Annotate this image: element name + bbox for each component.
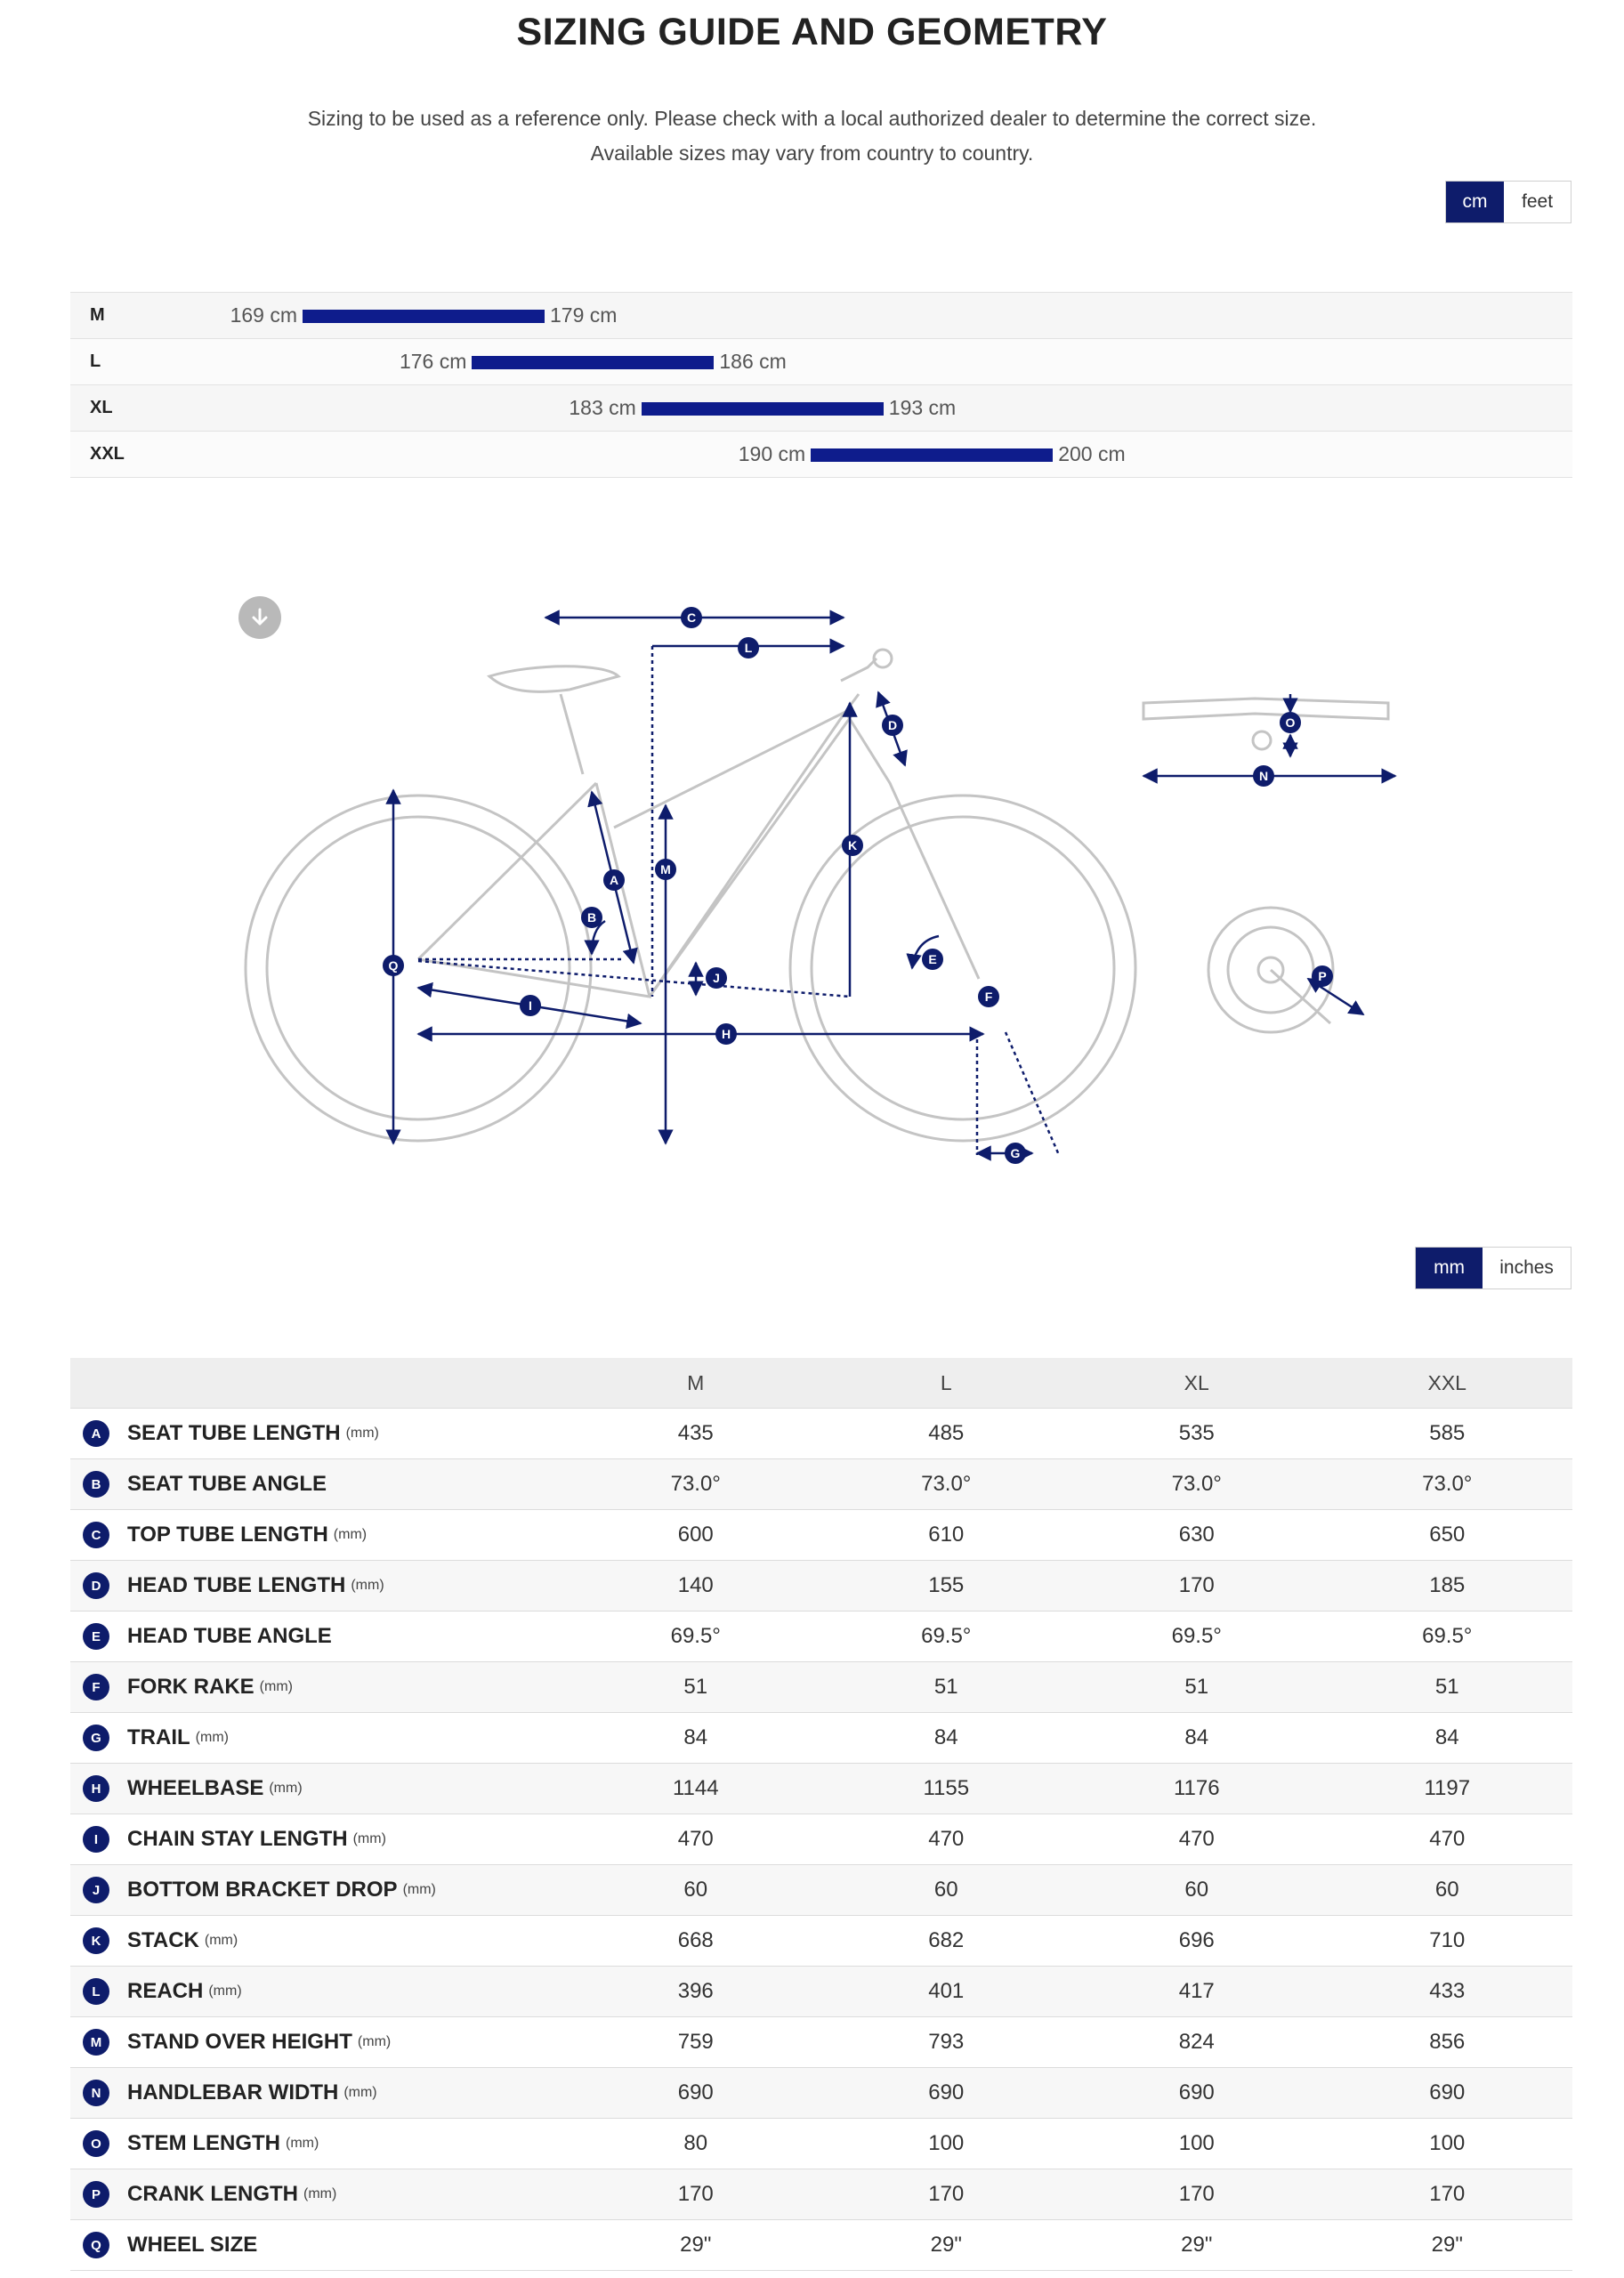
parameter-badge: M [83, 2029, 109, 2056]
parameter-name: STEM LENGTH [127, 2131, 280, 2155]
subtitle-line-2: Available sizes may vary from country to country. [590, 141, 1034, 165]
rider-height-chart [70, 292, 1572, 478]
parameter-unit: (mm) [333, 1527, 368, 1542]
table-cell: 140 [570, 1561, 821, 1612]
table-cell: 69.5° [570, 1612, 821, 1662]
table-cell: 435 [570, 1409, 821, 1459]
column-header: M [570, 1358, 821, 1409]
parameter-name: FORK RAKE [127, 1675, 255, 1699]
length-unit-toggle [1415, 1247, 1571, 1289]
table-cell: 73.0° [821, 1459, 1072, 1510]
table-cell: 690 [1322, 2068, 1573, 2119]
table-cell: 710 [1322, 1916, 1573, 1967]
parameter-name: HEAD TUBE LENGTH [127, 1573, 346, 1597]
feet-unit-button[interactable]: feet [1504, 182, 1571, 222]
table-cell: 29" [1322, 2220, 1573, 2271]
table-row [70, 1916, 1572, 1967]
diagram-badge-H [715, 1023, 737, 1045]
page-title: SIZING GUIDE AND GEOMETRY [516, 11, 1108, 53]
parameter-badge: E [83, 1623, 109, 1650]
table-cell: 824 [1071, 2017, 1322, 2068]
table-cell: 84 [1071, 1713, 1322, 1764]
parameter-unit: (mm) [357, 2034, 392, 2049]
table-cell: 170 [821, 2169, 1072, 2220]
parameter-label-cell [70, 1865, 570, 1916]
table-row [70, 1510, 1572, 1561]
parameter-name: CHAIN STAY LENGTH [127, 1827, 348, 1851]
empty-header-cell [70, 1358, 570, 1409]
parameter-badge: O [83, 2130, 109, 2157]
table-cell: 668 [570, 1916, 821, 1967]
table-row [70, 2068, 1572, 2119]
parameter-unit: (mm) [204, 1933, 238, 1948]
diagram-badge-O [1280, 712, 1301, 733]
parameter-badge: F [83, 1674, 109, 1700]
table-cell: 69.5° [1071, 1612, 1322, 1662]
parameter-name: BOTTOM BRACKET DROP [127, 1878, 398, 1902]
parameter-badge: B [83, 1471, 109, 1498]
table-cell: 60 [1322, 1865, 1573, 1916]
parameter-name: WHEEL SIZE [127, 2233, 258, 2257]
size-min-height: 183 cm [569, 396, 636, 419]
parameter-label-cell [70, 1459, 570, 1510]
table-cell: 170 [1322, 2169, 1573, 2220]
table-row [70, 2119, 1572, 2169]
parameter-label-cell [70, 1409, 570, 1459]
table-cell: 84 [570, 1713, 821, 1764]
table-cell: 51 [570, 1662, 821, 1713]
size-max-height: 200 cm [1058, 442, 1126, 465]
size-range-bar [642, 402, 884, 416]
parameter-name: CRANK LENGTH [127, 2182, 298, 2206]
parameter-badge: P [83, 2181, 109, 2208]
parameter-name: REACH [127, 1979, 204, 2003]
table-cell: 80 [570, 2119, 821, 2169]
table-cell: 485 [821, 1409, 1072, 1459]
table-cell: 417 [1071, 1967, 1322, 2017]
size-label: XXL [90, 444, 125, 464]
parameter-name: SEAT TUBE ANGLE [127, 1472, 327, 1496]
inches-unit-button[interactable]: inches [1483, 1248, 1571, 1288]
table-cell: 170 [570, 2169, 821, 2220]
parameter-unit: (mm) [402, 1882, 436, 1897]
svg-text:E: E [928, 952, 937, 966]
parameter-unit: (mm) [259, 1679, 293, 1694]
diagram-badge-I [520, 995, 541, 1016]
table-cell: 100 [821, 2119, 1072, 2169]
table-cell: 73.0° [570, 1459, 821, 1510]
table-row [70, 2017, 1572, 2068]
size-label: L [90, 351, 101, 371]
table-cell: 535 [1071, 1409, 1322, 1459]
table-row [70, 1814, 1572, 1865]
parameter-badge: G [83, 1725, 109, 1751]
table-cell: 470 [1071, 1814, 1322, 1865]
parameter-label-cell [70, 1967, 570, 2017]
cm-unit-button[interactable]: cm [1446, 182, 1504, 222]
diagram-badge-M [655, 859, 676, 880]
table-cell: 610 [821, 1510, 1072, 1561]
mm-unit-button[interactable]: mm [1416, 1248, 1483, 1288]
diagram-badge-Q [383, 955, 404, 976]
size-min-height: 176 cm [399, 350, 467, 373]
table-cell: 170 [1071, 1561, 1322, 1612]
svg-text:N: N [1258, 769, 1269, 783]
diagram-badge-B [581, 907, 602, 928]
table-cell: 84 [1322, 1713, 1573, 1764]
parameter-label-cell [70, 1561, 570, 1612]
table-cell: 84 [821, 1713, 1072, 1764]
parameter-name: TRAIL [127, 1725, 190, 1749]
table-cell: 69.5° [821, 1612, 1072, 1662]
bike-frame-outline [246, 650, 1388, 1141]
size-max-height: 193 cm [888, 396, 957, 419]
table-row [70, 1713, 1572, 1764]
bike-geometry-diagram [214, 570, 1442, 1192]
geometry-table [70, 1358, 1572, 2271]
table-cell: 29" [570, 2220, 821, 2271]
table-row [70, 1561, 1572, 1612]
diagram-badge-K [842, 835, 863, 856]
svg-text:O: O [1285, 715, 1296, 730]
column-header: XXL [1322, 1358, 1573, 1409]
parameter-badge: L [83, 1978, 109, 2005]
svg-text:D: D [887, 718, 898, 732]
svg-text:G: G [1010, 1146, 1021, 1160]
table-cell: 60 [570, 1865, 821, 1916]
svg-text:A: A [609, 873, 619, 887]
parameter-badge: Q [83, 2232, 109, 2258]
size-range-bar [472, 356, 714, 369]
table-cell: 433 [1322, 1967, 1573, 2017]
svg-text:J: J [713, 971, 720, 985]
table-cell: 100 [1071, 2119, 1322, 2169]
size-min-height: 169 cm [230, 303, 297, 327]
table-cell: 51 [821, 1662, 1072, 1713]
parameter-unit: (mm) [343, 2085, 377, 2100]
svg-text:F: F [984, 990, 993, 1004]
diagram-badge-G [1005, 1143, 1026, 1164]
table-cell: 793 [821, 2017, 1072, 2068]
size-row [70, 385, 1572, 432]
parameter-badge: I [83, 1826, 109, 1853]
size-label: M [90, 305, 105, 325]
parameter-label-cell [70, 2017, 570, 2068]
parameter-label-cell [70, 1713, 570, 1764]
parameter-label-cell [70, 1510, 570, 1561]
diagram-badge-A [603, 869, 625, 891]
parameter-badge: J [83, 1877, 109, 1903]
size-min-height: 190 cm [738, 442, 806, 465]
svg-text:Q: Q [388, 958, 399, 973]
size-row [70, 292, 1572, 339]
parameter-badge: K [83, 1927, 109, 1954]
size-max-height: 179 cm [550, 303, 618, 327]
parameter-name: STAND OVER HEIGHT [127, 2030, 352, 2054]
parameter-unit: (mm) [303, 2186, 337, 2201]
table-cell: 29" [821, 2220, 1072, 2271]
parameter-badge: H [83, 1775, 109, 1802]
table-cell: 1197 [1322, 1764, 1573, 1814]
table-cell: 650 [1322, 1510, 1573, 1561]
table-cell: 73.0° [1322, 1459, 1573, 1510]
parameter-label-cell [70, 1916, 570, 1967]
diagram-badge-J [706, 967, 727, 989]
parameter-unit: (mm) [269, 1781, 303, 1796]
size-range-bar [303, 310, 545, 323]
table-row [70, 2220, 1572, 2271]
table-cell: 470 [1322, 1814, 1573, 1865]
parameter-name: STACK [127, 1928, 199, 1952]
table-cell: 630 [1071, 1510, 1322, 1561]
parameter-badge: A [83, 1420, 109, 1447]
parameter-unit: (mm) [351, 1578, 384, 1593]
svg-text:C: C [686, 610, 697, 625]
size-row [70, 432, 1572, 478]
parameter-unit: (mm) [208, 1983, 242, 1999]
table-cell: 470 [821, 1814, 1072, 1865]
size-label: XL [90, 398, 113, 417]
table-cell: 1144 [570, 1764, 821, 1814]
parameter-unit: (mm) [195, 1730, 229, 1745]
table-cell: 51 [1322, 1662, 1573, 1713]
svg-text:H: H [721, 1027, 731, 1041]
page-subtitle [0, 101, 1624, 171]
parameter-badge: D [83, 1572, 109, 1599]
parameter-name: WHEELBASE [127, 1776, 264, 1800]
size-range-bar [811, 448, 1053, 462]
parameter-label-cell [70, 1662, 570, 1713]
table-cell: 690 [570, 2068, 821, 2119]
parameter-label-cell [70, 2119, 570, 2169]
table-cell: 600 [570, 1510, 821, 1561]
diagram-badge-F [978, 986, 999, 1007]
parameter-badge: N [83, 2080, 109, 2106]
parameter-name: HEAD TUBE ANGLE [127, 1624, 332, 1648]
table-cell: 1155 [821, 1764, 1072, 1814]
diagram-badge-D [882, 715, 903, 736]
table-row [70, 1764, 1572, 1814]
diagram-badge-E [922, 949, 943, 970]
table-cell: 759 [570, 2017, 821, 2068]
table-cell: 69.5° [1322, 1612, 1573, 1662]
column-header: L [821, 1358, 1072, 1409]
parameter-label-cell [70, 1764, 570, 1814]
table-cell: 51 [1071, 1662, 1322, 1713]
size-row [70, 339, 1572, 385]
height-unit-toggle [1445, 181, 1571, 223]
table-cell: 29" [1071, 2220, 1322, 2271]
column-header: XL [1071, 1358, 1322, 1409]
parameter-label-cell [70, 2169, 570, 2220]
table-cell: 856 [1322, 2017, 1573, 2068]
table-row [70, 1409, 1572, 1459]
table-cell: 100 [1322, 2119, 1573, 2169]
diagram-badge-P [1312, 965, 1333, 987]
table-row [70, 1662, 1572, 1713]
svg-text:I: I [529, 998, 532, 1013]
table-cell: 170 [1071, 2169, 1322, 2220]
subtitle-line-1: Sizing to be used as a reference only. Please check with a local authorized dealer to determine the correct size. [307, 107, 1317, 130]
table-row [70, 1967, 1572, 2017]
size-max-height: 186 cm [719, 350, 787, 373]
table-cell: 690 [821, 2068, 1072, 2119]
parameter-badge: C [83, 1522, 109, 1548]
table-cell: 60 [1071, 1865, 1322, 1916]
table-cell: 682 [821, 1916, 1072, 1967]
diagram-badge-C [681, 607, 702, 628]
table-cell: 396 [570, 1967, 821, 2017]
svg-text:K: K [847, 838, 858, 852]
table-row [70, 2169, 1572, 2220]
svg-text:L: L [744, 641, 753, 655]
diagram-badge-N [1253, 765, 1274, 787]
table-row [70, 1612, 1572, 1662]
parameter-label-cell [70, 1612, 570, 1662]
parameter-unit: (mm) [345, 1426, 379, 1441]
table-cell: 73.0° [1071, 1459, 1322, 1510]
table-cell: 690 [1071, 2068, 1322, 2119]
table-cell: 585 [1322, 1409, 1573, 1459]
diagram-badge-L [738, 637, 759, 658]
parameter-unit: (mm) [352, 1831, 386, 1846]
table-cell: 155 [821, 1561, 1072, 1612]
svg-text:P: P [1318, 969, 1327, 983]
svg-text:M: M [660, 862, 671, 876]
table-cell: 470 [570, 1814, 821, 1865]
geometry-header-row [70, 1358, 1572, 1409]
parameter-name: SEAT TUBE LENGTH [127, 1421, 341, 1445]
parameter-unit: (mm) [286, 2136, 319, 2151]
table-row [70, 1865, 1572, 1916]
table-cell: 1176 [1071, 1764, 1322, 1814]
parameter-label-cell [70, 2068, 570, 2119]
svg-text:B: B [586, 910, 597, 925]
parameter-name: TOP TUBE LENGTH [127, 1523, 328, 1547]
table-cell: 696 [1071, 1916, 1322, 1967]
table-cell: 185 [1322, 1561, 1573, 1612]
table-cell: 60 [821, 1865, 1072, 1916]
parameter-label-cell [70, 1814, 570, 1865]
table-row [70, 1459, 1572, 1510]
parameter-name: HANDLEBAR WIDTH [127, 2080, 339, 2104]
table-cell: 401 [821, 1967, 1072, 2017]
parameter-label-cell [70, 2220, 570, 2271]
